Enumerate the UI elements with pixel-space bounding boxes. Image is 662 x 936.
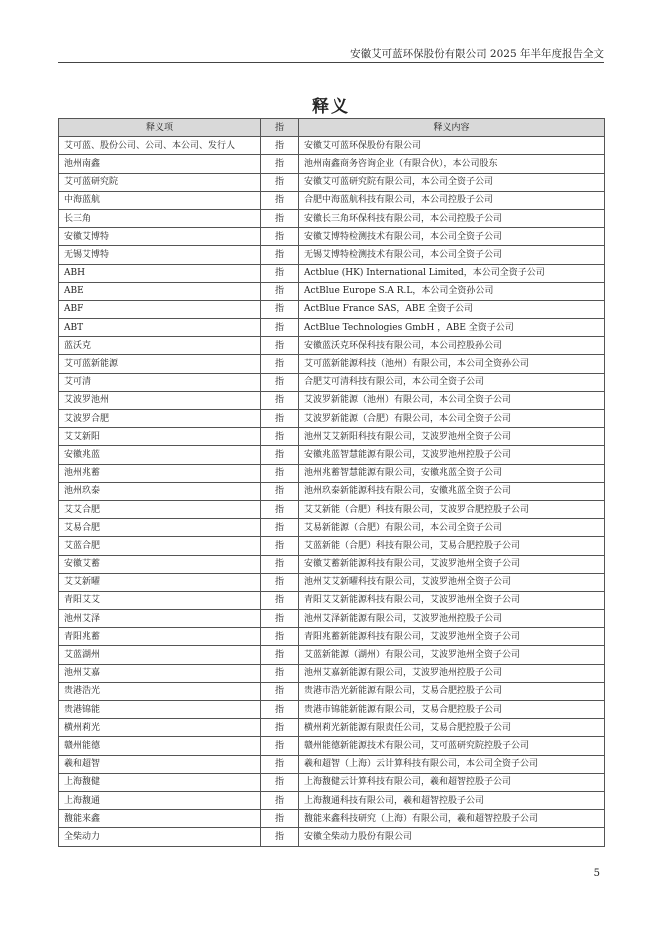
refers-cell: 指 xyxy=(261,664,299,682)
table-row xyxy=(59,264,605,282)
term-cell: 青阳兆蓄 xyxy=(59,628,261,646)
term-cell: 安徽艾博特 xyxy=(59,228,261,246)
term-cell: 池州艾嘉 xyxy=(59,664,261,682)
table-row xyxy=(59,373,605,391)
term-cell: 艾可清 xyxy=(59,373,261,391)
refers-cell: 指 xyxy=(261,628,299,646)
definition-cell: 安徽蓝沃克环保科技有限公司，本公司控股孙公司 xyxy=(299,337,605,355)
definition-cell: 安徽艾可蓝研究院有限公司，本公司全资子公司 xyxy=(299,173,605,191)
term-cell: 贵港锦能 xyxy=(59,701,261,719)
term-cell: 艾艾新阳 xyxy=(59,428,261,446)
refers-cell: 指 xyxy=(261,373,299,391)
term-cell: 艾蓝合肥 xyxy=(59,537,261,555)
definition-cell: 艾蓝新能源（湖州）有限公司，艾波罗池州全资子公司 xyxy=(299,646,605,664)
table-row xyxy=(59,591,605,609)
term-cell: 艾可蓝研究院 xyxy=(59,173,261,191)
refers-cell: 指 xyxy=(261,482,299,500)
table-row xyxy=(59,519,605,537)
definitions-table xyxy=(58,118,605,847)
table-row xyxy=(59,628,605,646)
definition-cell: 安徽兆蓝智慧能源有限公司，艾波罗池州控股子公司 xyxy=(299,446,605,464)
table-row xyxy=(59,610,605,628)
definition-cell: 艾艾新能（合肥）科技有限公司，艾波罗合肥控股子公司 xyxy=(299,500,605,518)
refers-cell: 指 xyxy=(261,591,299,609)
definition-cell: Actblue (HK) International Limited，本公司全资子公司 xyxy=(299,264,605,282)
table-row xyxy=(59,464,605,482)
table-row xyxy=(59,446,605,464)
definition-cell: 上海馥通科技有限公司，羲和超智控股子公司 xyxy=(299,791,605,809)
term-cell: 蓝沃克 xyxy=(59,337,261,355)
table-row xyxy=(59,537,605,555)
table-row xyxy=(59,737,605,755)
definition-cell: ActBlue Europe S.A R.L，本公司全资孙公司 xyxy=(299,282,605,300)
refers-cell: 指 xyxy=(261,773,299,791)
definition-cell: 池州南鑫商务咨询企业（有限合伙），本公司股东 xyxy=(299,155,605,173)
table-row xyxy=(59,410,605,428)
table-row xyxy=(59,773,605,791)
refers-cell: 指 xyxy=(261,155,299,173)
page-title: 释义 xyxy=(312,97,350,117)
definition-cell: 横州莉光新能源有限责任公司，艾易合肥控股子公司 xyxy=(299,719,605,737)
table-row xyxy=(59,791,605,809)
running-header: 安徽艾可蓝环保股份有限公司 2025 年半年度报告全文 xyxy=(58,46,604,63)
table-row xyxy=(59,155,605,173)
refers-cell: 指 xyxy=(261,137,299,155)
term-cell: 长三角 xyxy=(59,209,261,227)
term-cell: 艾艾新曜 xyxy=(59,573,261,591)
definition-cell: 贵港市浩光新能源有限公司，艾易合肥控股子公司 xyxy=(299,682,605,700)
term-cell: 上海馥通 xyxy=(59,791,261,809)
refers-cell: 指 xyxy=(261,701,299,719)
refers-cell: 指 xyxy=(261,391,299,409)
refers-cell: 指 xyxy=(261,319,299,337)
definition-cell: 合肥艾可清科技有限公司，本公司全资子公司 xyxy=(299,373,605,391)
table-row xyxy=(59,682,605,700)
table-row xyxy=(59,646,605,664)
definition-cell: 池州艾艾新阳科技有限公司，艾波罗池州全资子公司 xyxy=(299,428,605,446)
refers-cell: 指 xyxy=(261,209,299,227)
table-row xyxy=(59,319,605,337)
definition-cell: 池州艾嘉新能源有限公司，艾波罗池州控股子公司 xyxy=(299,664,605,682)
table-body xyxy=(59,137,605,846)
table-row xyxy=(59,246,605,264)
refers-cell: 指 xyxy=(261,755,299,773)
table-row xyxy=(59,664,605,682)
refers-cell: 指 xyxy=(261,500,299,518)
table-row xyxy=(59,137,605,155)
definition-cell: 羲和超智（上海）云计算科技有限公司，本公司全资子公司 xyxy=(299,755,605,773)
table-row xyxy=(59,428,605,446)
term-cell: 池州南鑫 xyxy=(59,155,261,173)
term-cell: ABF xyxy=(59,300,261,318)
table-row xyxy=(59,719,605,737)
table-row xyxy=(59,191,605,209)
definition-cell: ActBlue France SAS，ABE 全资子公司 xyxy=(299,300,605,318)
definition-cell: 艾蓝新能（合肥）科技有限公司，艾易合肥控股子公司 xyxy=(299,537,605,555)
term-cell: 艾波罗池州 xyxy=(59,391,261,409)
table-row xyxy=(59,337,605,355)
table-row xyxy=(59,355,605,373)
table-row xyxy=(59,500,605,518)
definition-cell: 艾易新能源（合肥）有限公司，本公司全资子公司 xyxy=(299,519,605,537)
term-cell: 艾艾合肥 xyxy=(59,500,261,518)
refers-cell: 指 xyxy=(261,737,299,755)
term-cell: 池州兆蓄 xyxy=(59,464,261,482)
refers-cell: 指 xyxy=(261,519,299,537)
definition-cell: 安徽全柴动力股份有限公司 xyxy=(299,828,605,846)
refers-cell: 指 xyxy=(261,337,299,355)
table-row xyxy=(59,755,605,773)
refers-cell: 指 xyxy=(261,264,299,282)
term-cell: 无锡艾博特 xyxy=(59,246,261,264)
table-row xyxy=(59,209,605,227)
definition-cell: 青阳艾艾新能源科技有限公司，艾波罗池州全资子公司 xyxy=(299,591,605,609)
definition-cell: 合肥中海蓝航科技有限公司，本公司控股子公司 xyxy=(299,191,605,209)
table-header-row xyxy=(59,119,605,137)
term-cell: 艾可蓝新能源 xyxy=(59,355,261,373)
table-row xyxy=(59,828,605,846)
refers-cell: 指 xyxy=(261,282,299,300)
table-row xyxy=(59,555,605,573)
refers-cell: 指 xyxy=(261,646,299,664)
definition-cell: 安徽长三角环保科技有限公司，本公司控股子公司 xyxy=(299,209,605,227)
term-cell: ABH xyxy=(59,264,261,282)
refers-cell: 指 xyxy=(261,537,299,555)
definition-cell: 贵港市锦能新能源有限公司，艾易合肥控股子公司 xyxy=(299,701,605,719)
refers-cell: 指 xyxy=(261,428,299,446)
refers-cell: 指 xyxy=(261,191,299,209)
refers-cell: 指 xyxy=(261,410,299,428)
refers-cell: 指 xyxy=(261,610,299,628)
refers-cell: 指 xyxy=(261,300,299,318)
table-row xyxy=(59,282,605,300)
definition-cell: 安徽艾可蓝环保股份有限公司 xyxy=(299,137,605,155)
refers-cell: 指 xyxy=(261,810,299,828)
term-cell: 全柴动力 xyxy=(59,828,261,846)
term-cell: 安徽兆蓝 xyxy=(59,446,261,464)
refers-cell: 指 xyxy=(261,555,299,573)
term-cell: ABE xyxy=(59,282,261,300)
term-cell: 安徽艾蓄 xyxy=(59,555,261,573)
definition-cell: ActBlue Technologies GmbH ，ABE 全资子公司 xyxy=(299,319,605,337)
refers-cell: 指 xyxy=(261,173,299,191)
definition-cell: 赣州能德新能源技术有限公司，艾可蓝研究院控股子公司 xyxy=(299,737,605,755)
refers-cell: 指 xyxy=(261,682,299,700)
term-cell: 上海馥健 xyxy=(59,773,261,791)
definition-cell: 青阳兆蓄新能源科技有限公司，艾波罗池州全资子公司 xyxy=(299,628,605,646)
definition-cell: 艾波罗新能源（合肥）有限公司，本公司全资子公司 xyxy=(299,410,605,428)
header-term: 释义项 xyxy=(59,119,261,137)
table-row xyxy=(59,391,605,409)
term-cell: 赣州能德 xyxy=(59,737,261,755)
term-cell: ABT xyxy=(59,319,261,337)
definition-cell: 安徽艾蓄新能源科技有限公司，艾波罗池州全资子公司 xyxy=(299,555,605,573)
table-row xyxy=(59,300,605,318)
header-refers: 指 xyxy=(261,119,299,137)
term-cell: 池州艾泽 xyxy=(59,610,261,628)
definition-cell: 池州兆蓄智慧能源有限公司，安徽兆蓝全资子公司 xyxy=(299,464,605,482)
term-cell: 艾波罗合肥 xyxy=(59,410,261,428)
term-cell: 艾易合肥 xyxy=(59,519,261,537)
term-cell: 艾可蓝、股份公司、公司、本公司、发行人 xyxy=(59,137,261,155)
refers-cell: 指 xyxy=(261,719,299,737)
term-cell: 贵港浩光 xyxy=(59,682,261,700)
definition-cell: 艾可蓝新能源科技（池州）有限公司，本公司全资孙公司 xyxy=(299,355,605,373)
table-row xyxy=(59,810,605,828)
refers-cell: 指 xyxy=(261,246,299,264)
definition-cell: 上海馥健云计算科技有限公司，羲和超智控股子公司 xyxy=(299,773,605,791)
page-number: 5 xyxy=(593,868,600,879)
refers-cell: 指 xyxy=(261,791,299,809)
refers-cell: 指 xyxy=(261,464,299,482)
table-row xyxy=(59,482,605,500)
definition-cell: 安徽艾博特检测技术有限公司，本公司全资子公司 xyxy=(299,228,605,246)
refers-cell: 指 xyxy=(261,828,299,846)
term-cell: 羲和超智 xyxy=(59,755,261,773)
term-cell: 池州玖泰 xyxy=(59,482,261,500)
refers-cell: 指 xyxy=(261,228,299,246)
definition-cell: 池州艾泽新能源有限公司，艾波罗池州控股子公司 xyxy=(299,610,605,628)
term-cell: 中海蓝航 xyxy=(59,191,261,209)
refers-cell: 指 xyxy=(261,355,299,373)
table-row xyxy=(59,173,605,191)
table-row xyxy=(59,228,605,246)
header-definition: 释义内容 xyxy=(299,119,605,137)
term-cell: 横州莉光 xyxy=(59,719,261,737)
definition-cell: 池州艾艾新曜科技有限公司，艾波罗池州全资子公司 xyxy=(299,573,605,591)
definition-cell: 池州玖泰新能源科技有限公司，安徽兆蓝全资子公司 xyxy=(299,482,605,500)
definition-cell: 馥能来鑫科技研究（上海）有限公司，羲和超智控股子公司 xyxy=(299,810,605,828)
term-cell: 艾蓝湖州 xyxy=(59,646,261,664)
table-row xyxy=(59,701,605,719)
term-cell: 青阳艾艾 xyxy=(59,591,261,609)
refers-cell: 指 xyxy=(261,573,299,591)
table-row xyxy=(59,573,605,591)
definition-cell: 艾波罗新能源（池州）有限公司，本公司全资子公司 xyxy=(299,391,605,409)
term-cell: 馥能来鑫 xyxy=(59,810,261,828)
refers-cell: 指 xyxy=(261,446,299,464)
definition-cell: 无锡艾博特检测技术有限公司，本公司全资子公司 xyxy=(299,246,605,264)
